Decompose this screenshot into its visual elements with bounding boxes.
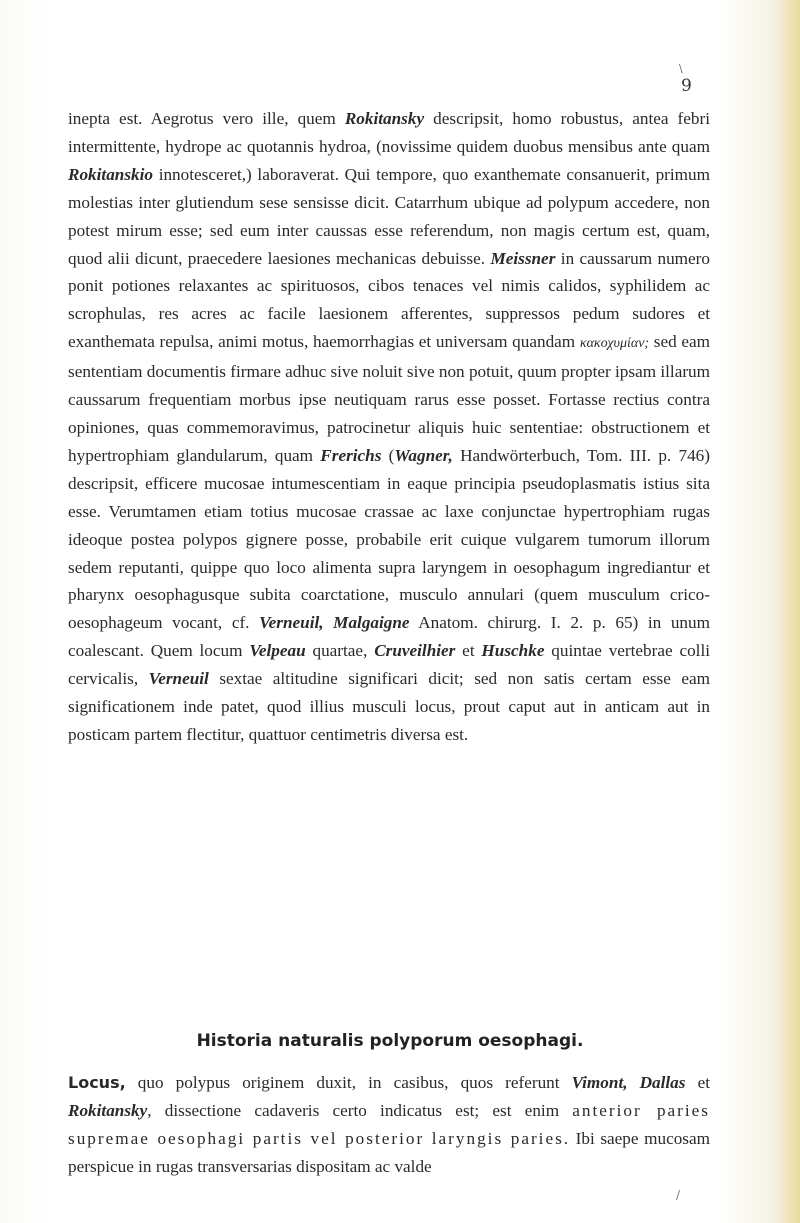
text-run: et <box>685 1073 710 1092</box>
text-run: et <box>455 641 482 661</box>
spaced-emphasis: anterior paries supremae oesophagi partis vel posterior laryngis paries. <box>68 1100 710 1148</box>
text-run: quintae vertebrae colli cervicalis, <box>68 641 710 689</box>
section-heading: Historia naturalis polyporum oesophagi. <box>196 1031 584 1051</box>
paragraph-1 <box>68 105 710 749</box>
text-run: , dissectione cadaveris certo indicatus est; est enim <box>147 1100 573 1120</box>
author-name: Cruveilhier <box>374 641 456 661</box>
paragraph-2 <box>68 1069 710 1181</box>
author-name: Rokitansky <box>344 109 425 128</box>
text-run: in caussarum numero ponit potiones relaxantes ac spirituosos, cibos tenaces vel nimis calidos, syphilidem ac scrophulas, res acres ac facile laesionem afferentes, suppressos pedum sudores et exanthemata repulsa, animi motus, haemorrhagias et universam quandam <box>68 248 710 352</box>
author-name: Frerichs <box>320 445 382 465</box>
page-bottom-mark: / <box>676 1188 681 1202</box>
author-name: Rokitansky <box>68 1100 148 1120</box>
author-name: Vimont, Dallas <box>571 1073 686 1092</box>
text-run: sed eam sententiam documentis firmare adhuc sive noluit sive non potuit, quum propter ipsam illarum caussarum frequentiam morbus ipse neutiquam rarus esse posset. Fortasse rectius contra opiniones, quas commemoravimus, patrocinetur aliquis huic sententiae: obstructionem et hypertrophiam glandularum, quam <box>68 332 711 465</box>
text-run: inepta est. Aegrotus vero ille, quem <box>68 109 345 128</box>
page-edge-discoloration <box>778 0 800 1223</box>
lead-term: Locus, <box>68 1073 126 1092</box>
paragraph-main <box>68 105 710 749</box>
author-name: Huschke <box>481 641 545 661</box>
text-run: sextae altitudine significari dicit; sed non satis certam esse eam significationem inde patet, quod illius musculi locus, prout caput aut in anticam aut in posticam partem flectitur, quattuor centimetris diversa est. <box>68 669 710 744</box>
text-run: Anatom. chirurg. I. 2. p. 65) in unum coalescant. Quem locum <box>68 613 710 661</box>
text-run: Ibi saepe mucosam perspicue in rugas transversarias dispositam ac valde <box>68 1128 710 1176</box>
text-run: descripsit, homo robustus, antea febri intermittente, hydrope ac quotannis hydroa, (novissime quidem duobus mensibus ante quam <box>68 109 710 156</box>
text-run: ( <box>381 445 395 465</box>
text-run: Handwörterbuch, Tom. III. p. 746) descripsit, efficere mucosae intumescentiam in eaque principia pseudoplasmatis istius sita esse. Verumtamen etiam totius mucosae crassae ac laxe conjunctae hypertrophiam rugas ideoque postea polypos gignere posse, probabile erit cuique vulgarem tumorum illorum sedem reputanti, quippe quo loco alimenta supra laryngem in oesophagum ingrediantur et pharynx oesophagusque subita coarctatione, musculo annulari (quem musculum crico-oesophageum vocant, cf. <box>68 445 710 633</box>
author-name: Meissner <box>490 248 556 268</box>
author-name: Verneuil <box>148 669 209 689</box>
text-run: quo polypus originem duxit, in casibus, quos referunt <box>125 1073 572 1092</box>
page-top-mark: \ <box>679 62 683 75</box>
author-name: Wagner, <box>394 445 453 465</box>
author-name: Velpeau <box>249 641 306 661</box>
text-run: quartae, <box>305 641 375 661</box>
greek-term: κακοχυμίαν; <box>579 336 650 352</box>
author-name: Rokitanskio <box>68 164 154 184</box>
author-name: Verneuil, Malgaigne <box>259 613 410 633</box>
text-run: innotesceret,) laboraverat. Qui tempore, quo exanthemate consanuerit, primum molestias inter glutiendum sese sensisse dicit. Catarrhum ubique ad polypum accedere, non potest mirum esse; sed eum inter caussas esse referendum, non magis certum est, quam, quod alii dicunt, praecedere laesiones mechanicas debuisse. <box>68 164 710 268</box>
page-number: 9 <box>681 76 692 96</box>
section-paragraph <box>68 1069 710 1181</box>
